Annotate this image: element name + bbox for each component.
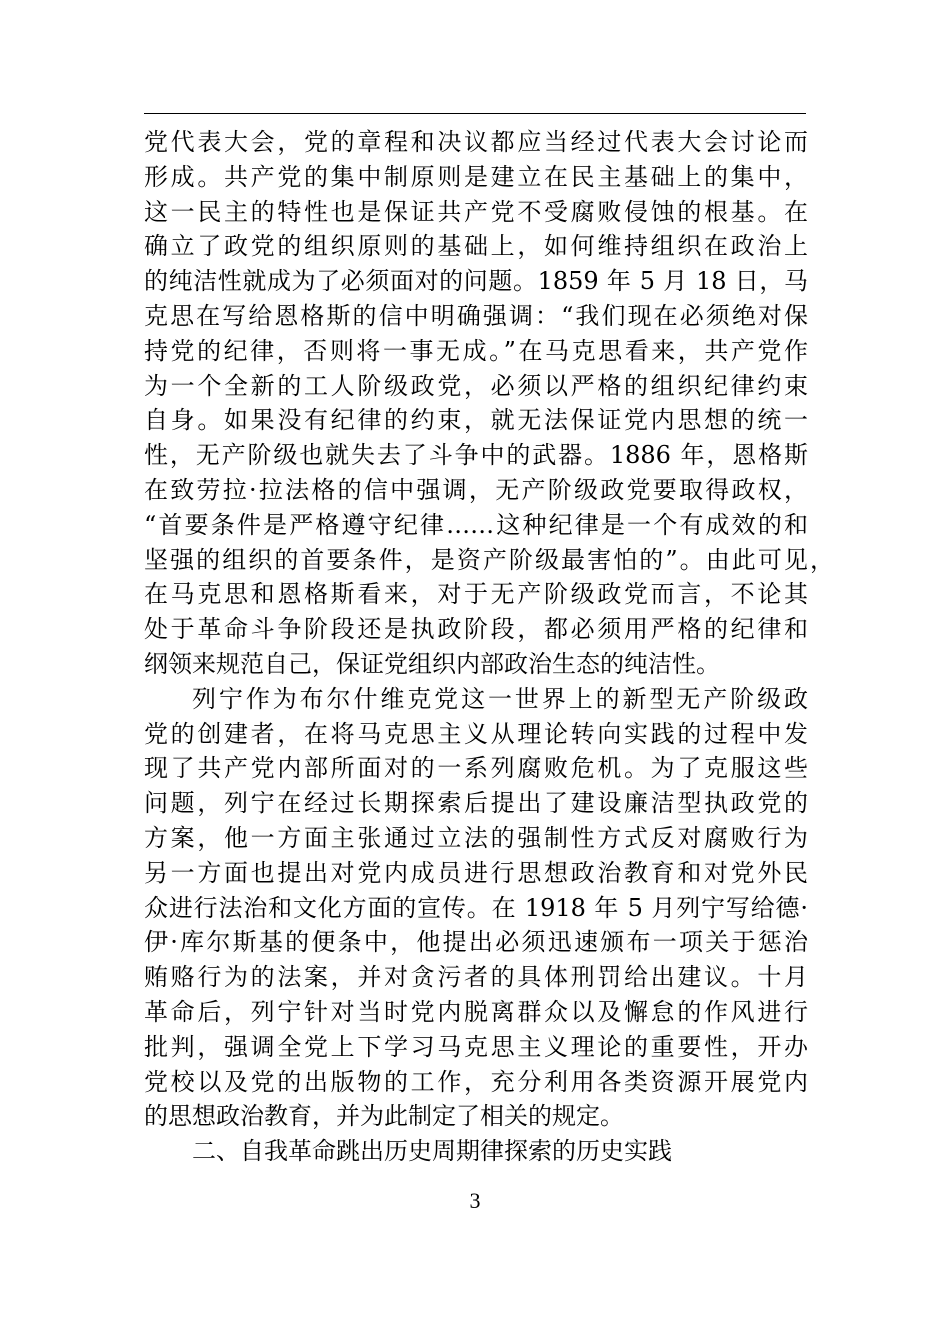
section-heading: [144, 1134, 808, 1169]
text-line: 持党的纪律，否则将一事无成。”在马克思看来，共产党作: [144, 336, 808, 365]
text-line: 党的创建者，在将马克思主义从理论转向实践的过程中发: [144, 719, 808, 748]
text-line: 的思想政治教育，并为此制定了相关的规定。: [144, 1102, 624, 1131]
text-line: 另一方面也提出对党内成员进行思想政治教育和对党外民: [144, 858, 808, 887]
text-line: 伊·库尔斯基的便条中，他提出必须迅速颁布一项关于惩治: [144, 928, 808, 957]
text-line: 自身。如果没有纪律的约束，就无法保证党内思想的统一: [144, 406, 808, 435]
paragraph-marx-engels: [144, 125, 834, 682]
text-line: 批判，强调全党上下学习马克思主义理论的重要性，开办: [144, 1032, 808, 1061]
text-line: 问题，列宁在经过长期探索后提出了建设廉洁型执政党的: [144, 789, 808, 818]
text-line: 形成。共产党的集中制原则是建立在民主基础上的集中，: [144, 162, 808, 191]
text-line: 为一个全新的工人阶级政党，必须以严格的组织纪律约束: [144, 371, 808, 400]
text-line: 党代表大会，党的章程和决议都应当经过代表大会讨论而: [144, 128, 808, 156]
text-line: “首要条件是严格遵守纪律……这种纪律是一个有成效的和: [144, 510, 808, 539]
text-line: 在马克思和恩格斯看来，对于无产阶级政党而言，不论其: [144, 580, 808, 609]
section-heading-text: 二、自我革命跳出历史周期律探索的历史实践: [192, 1137, 672, 1166]
text-line: 处于革命斗争阶段还是执政阶段，都必须用严格的纪律和: [144, 615, 808, 644]
text-line: 确立了政党的组织原则的基础上，如何维持组织在政治上: [144, 232, 808, 261]
text-line: 党校以及党的出版物的工作，充分利用各类资源开展党内: [144, 1067, 808, 1096]
document-body: [144, 125, 834, 1169]
paragraph-lenin: [144, 682, 808, 1134]
text-line: 列宁作为布尔什维克党这一世界上的新型无产阶级政: [192, 684, 808, 713]
text-line: 众进行法治和文化方面的宣传。在 1918 年 5 月列宁写给德·: [144, 893, 808, 922]
text-line: 这一民主的特性也是保证共产党不受腐败侵蚀的根基。在: [144, 197, 808, 226]
text-line: 性，无产阶级也就失去了斗争中的武器。1886 年，恩格斯: [144, 441, 808, 470]
text-line: 的纯洁性就成为了必须面对的问题。1859 年 5 月 18 日，马: [144, 267, 808, 296]
text-line: 方案，他一方面主张通过立法的强制性方式反对腐败行为: [144, 823, 808, 852]
text-line: 克思在写给恩格斯的信中明确强调：“我们现在必须绝对保: [144, 301, 808, 330]
header-rule: [144, 113, 806, 114]
text-line: 坚强的组织的首要条件，是资产阶级最害怕的”。由此可见，: [144, 545, 834, 574]
page-number: 3: [469, 1188, 481, 1213]
text-line: 贿赂行为的法案，并对贪污者的具体刑罚给出建议。十月: [144, 963, 808, 992]
text-line: 革命后，列宁针对当时党内脱离群众以及懈怠的作风进行: [144, 997, 808, 1026]
text-line: 纲领来规范自己，保证党组织内部政治生态的纯洁性。: [144, 649, 720, 678]
text-line: 现了共产党内部所面对的一系列腐败危机。为了克服这些: [144, 754, 808, 783]
text-line: 在致劳拉·拉法格的信中强调，无产阶级政党要取得政权，: [144, 475, 808, 504]
